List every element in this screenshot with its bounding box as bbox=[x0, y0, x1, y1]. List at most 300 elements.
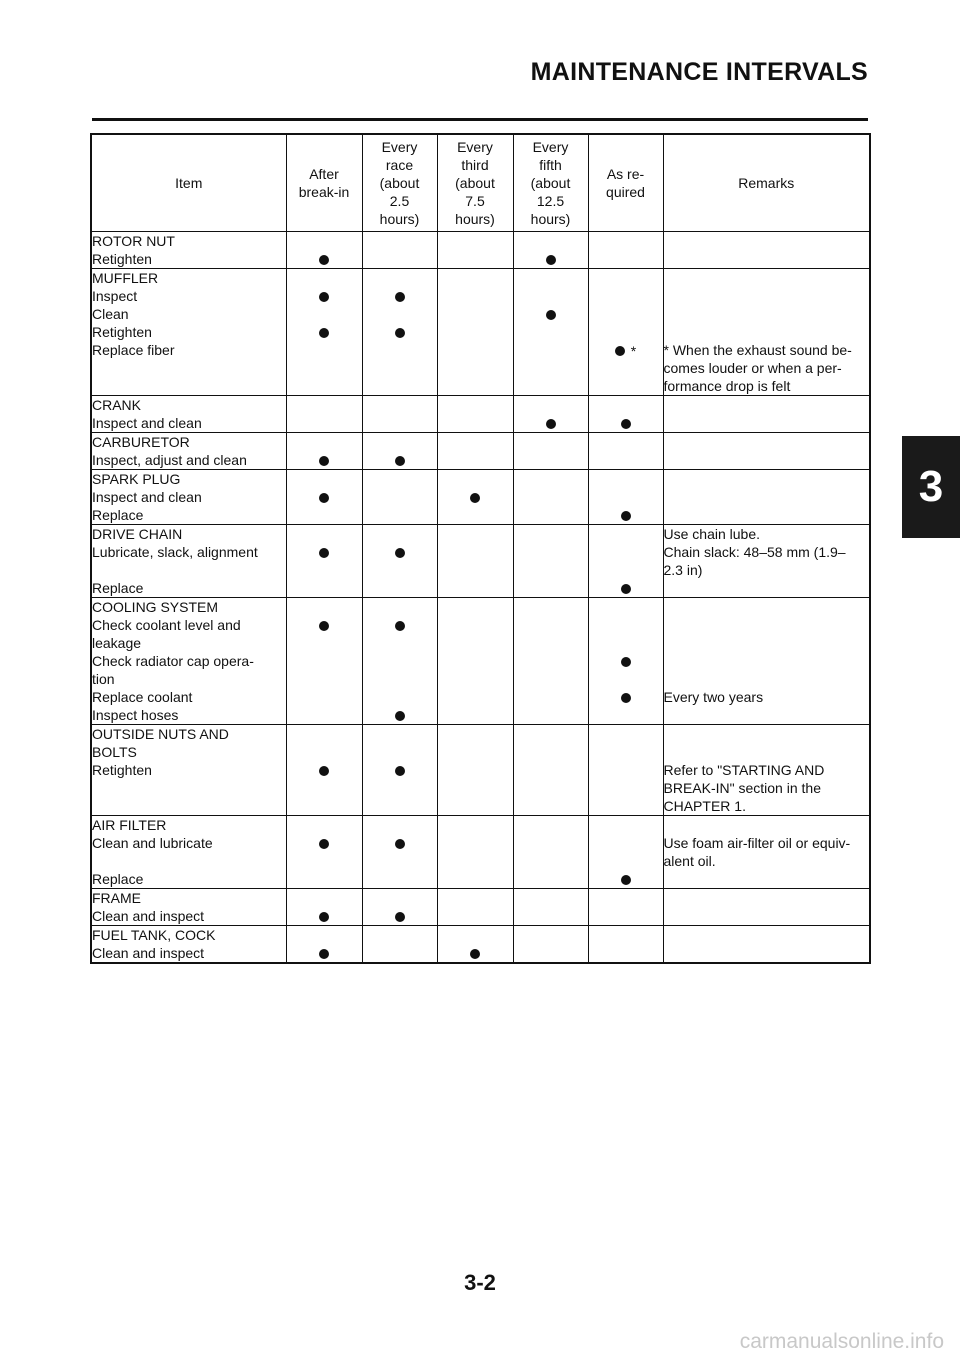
group-heading-row bbox=[91, 470, 870, 489]
group-remark bbox=[663, 470, 870, 489]
group-heading-row bbox=[91, 525, 870, 544]
group-heading-row bbox=[91, 816, 870, 835]
empty-cell bbox=[437, 926, 513, 945]
table-group bbox=[91, 725, 870, 816]
group-name: MUFFLER bbox=[91, 269, 286, 288]
empty-cell bbox=[588, 889, 663, 908]
interval-mark-icon bbox=[621, 511, 631, 521]
item-label: Replace bbox=[91, 506, 286, 525]
interval-cell-as-required bbox=[588, 414, 663, 433]
group-remark bbox=[663, 926, 870, 945]
interval-cell-every-fifth bbox=[513, 506, 588, 525]
interval-cell-every-third bbox=[437, 834, 513, 870]
empty-cell bbox=[437, 598, 513, 617]
interval-mark-icon bbox=[395, 839, 405, 849]
group-remark bbox=[663, 433, 870, 452]
item-remark bbox=[663, 506, 870, 525]
header-every-third: Every third (about 7.5 hours) bbox=[437, 134, 513, 232]
interval-cell-every-third bbox=[437, 451, 513, 470]
interval-cell-every-fifth bbox=[513, 341, 588, 396]
group-remark bbox=[663, 889, 870, 908]
empty-cell bbox=[362, 470, 437, 489]
group-remark: Use chain lube. bbox=[663, 525, 870, 544]
interval-cell-as-required bbox=[588, 652, 663, 688]
table-row bbox=[91, 834, 870, 870]
item-remark: Refer to "STARTING AND BREAK-IN" section in the CHAPTER 1. bbox=[663, 761, 870, 816]
interval-cell-every-third bbox=[437, 944, 513, 963]
empty-cell bbox=[513, 598, 588, 617]
interval-mark-icon bbox=[319, 328, 329, 338]
item-label: Clean and lubricate bbox=[91, 834, 286, 870]
empty-cell bbox=[437, 433, 513, 452]
interval-cell-as-required bbox=[588, 250, 663, 269]
table-row bbox=[91, 761, 870, 816]
interval-cell-after-break-in bbox=[286, 305, 362, 323]
group-name: SPARK PLUG bbox=[91, 470, 286, 489]
interval-cell-every-fifth bbox=[513, 907, 588, 926]
group-name: CRANK bbox=[91, 396, 286, 415]
empty-cell bbox=[362, 433, 437, 452]
group-heading-row bbox=[91, 725, 870, 762]
interval-cell-every-third bbox=[437, 250, 513, 269]
interval-cell-every-third bbox=[437, 706, 513, 725]
empty-cell bbox=[362, 232, 437, 251]
group-remark bbox=[663, 725, 870, 762]
item-label: Replace coolant bbox=[91, 688, 286, 706]
table-row bbox=[91, 706, 870, 725]
empty-cell bbox=[437, 889, 513, 908]
interval-mark-icon bbox=[621, 584, 631, 594]
item-remark bbox=[663, 652, 870, 688]
interval-mark-icon bbox=[546, 310, 556, 320]
interval-mark-icon bbox=[319, 456, 329, 466]
interval-mark-icon bbox=[319, 292, 329, 302]
item-label: Clean bbox=[91, 305, 286, 323]
empty-cell bbox=[513, 725, 588, 762]
empty-cell bbox=[286, 725, 362, 762]
interval-mark-icon bbox=[621, 693, 631, 703]
interval-cell-every-fifth bbox=[513, 414, 588, 433]
interval-cell-every-race bbox=[362, 323, 437, 341]
interval-cell-as-required bbox=[588, 543, 663, 579]
table-group bbox=[91, 889, 870, 926]
interval-cell-every-race bbox=[362, 488, 437, 506]
group-heading-row bbox=[91, 889, 870, 908]
empty-cell bbox=[362, 889, 437, 908]
interval-cell-every-fifth bbox=[513, 616, 588, 652]
table-row bbox=[91, 305, 870, 323]
interval-mark-icon bbox=[470, 949, 480, 959]
interval-cell-every-third bbox=[437, 616, 513, 652]
interval-mark-icon bbox=[319, 493, 329, 503]
interval-cell-as-required bbox=[588, 944, 663, 963]
interval-mark-icon bbox=[621, 657, 631, 667]
interval-cell-every-third bbox=[437, 579, 513, 598]
interval-cell-every-fifth bbox=[513, 761, 588, 816]
group-heading-row bbox=[91, 926, 870, 945]
table-row bbox=[91, 341, 870, 396]
interval-cell-every-third bbox=[437, 488, 513, 506]
empty-cell bbox=[286, 269, 362, 288]
empty-cell bbox=[588, 470, 663, 489]
interval-cell-every-third bbox=[437, 688, 513, 706]
empty-cell bbox=[286, 525, 362, 544]
empty-cell bbox=[437, 816, 513, 835]
empty-cell bbox=[588, 816, 663, 835]
item-label: Inspect bbox=[91, 287, 286, 305]
empty-cell bbox=[286, 396, 362, 415]
interval-cell-as-required bbox=[588, 287, 663, 305]
interval-cell-every-race bbox=[362, 761, 437, 816]
interval-cell-after-break-in bbox=[286, 543, 362, 579]
page-number: 3-2 bbox=[464, 1270, 496, 1295]
item-label: Replace bbox=[91, 870, 286, 889]
interval-cell-every-race bbox=[362, 907, 437, 926]
item-remark bbox=[663, 907, 870, 926]
interval-cell-after-break-in bbox=[286, 652, 362, 688]
group-remark bbox=[663, 396, 870, 415]
group-remark bbox=[663, 598, 870, 617]
chapter-tab: 3 bbox=[902, 436, 960, 538]
empty-cell bbox=[513, 816, 588, 835]
table-row bbox=[91, 323, 870, 341]
group-name: COOLING SYSTEM bbox=[91, 598, 286, 617]
interval-mark-icon bbox=[395, 548, 405, 558]
item-label: Check radiator cap opera- tion bbox=[91, 652, 286, 688]
interval-cell-after-break-in bbox=[286, 761, 362, 816]
interval-cell-every-fifth bbox=[513, 652, 588, 688]
table-row bbox=[91, 506, 870, 525]
item-label: Retighten bbox=[91, 250, 286, 269]
item-remark bbox=[663, 488, 870, 506]
interval-cell-as-required bbox=[588, 706, 663, 725]
interval-cell-every-race bbox=[362, 305, 437, 323]
item-remark bbox=[663, 706, 870, 725]
interval-cell-after-break-in bbox=[286, 341, 362, 396]
interval-cell-every-race bbox=[362, 287, 437, 305]
interval-cell-every-fifth bbox=[513, 287, 588, 305]
interval-cell-every-fifth bbox=[513, 305, 588, 323]
empty-cell bbox=[286, 889, 362, 908]
interval-cell-every-fifth bbox=[513, 688, 588, 706]
interval-cell-as-required bbox=[588, 870, 663, 889]
interval-cell-every-race bbox=[362, 834, 437, 870]
table-row bbox=[91, 907, 870, 926]
interval-cell-every-fifth bbox=[513, 706, 588, 725]
interval-cell-as-required bbox=[588, 341, 663, 396]
empty-cell bbox=[286, 926, 362, 945]
interval-cell-after-break-in bbox=[286, 834, 362, 870]
empty-cell bbox=[513, 433, 588, 452]
interval-cell-after-break-in bbox=[286, 287, 362, 305]
empty-cell bbox=[362, 396, 437, 415]
empty-cell bbox=[588, 433, 663, 452]
header-remarks: Remarks bbox=[663, 134, 870, 232]
interval-cell-after-break-in bbox=[286, 250, 362, 269]
interval-cell-as-required bbox=[588, 761, 663, 816]
item-label: Inspect and clean bbox=[91, 414, 286, 433]
group-name: OUTSIDE NUTS AND BOLTS bbox=[91, 725, 286, 762]
table-group bbox=[91, 525, 870, 598]
table-row bbox=[91, 579, 870, 598]
empty-cell bbox=[362, 525, 437, 544]
interval-cell-every-third bbox=[437, 652, 513, 688]
interval-cell-as-required bbox=[588, 488, 663, 506]
interval-mark-icon bbox=[319, 548, 329, 558]
interval-cell-every-fifth bbox=[513, 870, 588, 889]
interval-cell-every-fifth bbox=[513, 250, 588, 269]
header-as-required: As re- quired bbox=[588, 134, 663, 232]
interval-cell-every-third bbox=[437, 323, 513, 341]
table-row bbox=[91, 543, 870, 579]
interval-cell-as-required bbox=[588, 688, 663, 706]
header-every-race: Every race (about 2.5 hours) bbox=[362, 134, 437, 232]
item-label: Inspect hoses bbox=[91, 706, 286, 725]
header-item: Item bbox=[91, 134, 286, 232]
empty-cell bbox=[437, 269, 513, 288]
empty-cell bbox=[362, 816, 437, 835]
interval-cell-after-break-in bbox=[286, 488, 362, 506]
empty-cell bbox=[286, 232, 362, 251]
item-remark bbox=[663, 616, 870, 652]
interval-mark-icon bbox=[395, 766, 405, 776]
interval-mark-icon bbox=[319, 621, 329, 631]
interval-cell-every-race bbox=[362, 451, 437, 470]
interval-cell-every-race bbox=[362, 870, 437, 889]
item-remark bbox=[663, 250, 870, 269]
empty-cell bbox=[588, 232, 663, 251]
empty-cell bbox=[362, 598, 437, 617]
interval-mark-icon bbox=[470, 493, 480, 503]
group-remark bbox=[663, 232, 870, 251]
empty-cell bbox=[588, 598, 663, 617]
empty-cell bbox=[588, 926, 663, 945]
interval-cell-every-third bbox=[437, 543, 513, 579]
interval-cell-every-race bbox=[362, 652, 437, 688]
interval-cell-after-break-in bbox=[286, 323, 362, 341]
empty-cell bbox=[286, 433, 362, 452]
table-row bbox=[91, 944, 870, 963]
empty-cell bbox=[513, 269, 588, 288]
interval-cell-every-race bbox=[362, 414, 437, 433]
table-row bbox=[91, 250, 870, 269]
item-remark bbox=[663, 323, 870, 341]
interval-mark-icon bbox=[395, 621, 405, 631]
interval-cell-every-third bbox=[437, 414, 513, 433]
interval-cell-as-required bbox=[588, 451, 663, 470]
group-name: AIR FILTER bbox=[91, 816, 286, 835]
empty-cell bbox=[588, 396, 663, 415]
table-group bbox=[91, 232, 870, 269]
empty-cell bbox=[437, 470, 513, 489]
interval-cell-as-required bbox=[588, 323, 663, 341]
empty-cell bbox=[513, 889, 588, 908]
item-remark bbox=[663, 944, 870, 963]
interval-mark-icon bbox=[395, 912, 405, 922]
group-name: CARBURETOR bbox=[91, 433, 286, 452]
interval-mark-icon bbox=[621, 875, 631, 885]
item-remark bbox=[663, 305, 870, 323]
interval-cell-every-fifth bbox=[513, 579, 588, 598]
table-group bbox=[91, 470, 870, 525]
table-header-row bbox=[91, 134, 870, 232]
interval-cell-every-race bbox=[362, 341, 437, 396]
group-remark bbox=[663, 816, 870, 835]
interval-cell-every-fifth bbox=[513, 451, 588, 470]
empty-cell bbox=[286, 816, 362, 835]
interval-mark-icon bbox=[395, 456, 405, 466]
group-heading-row bbox=[91, 396, 870, 415]
group-name: DRIVE CHAIN bbox=[91, 525, 286, 544]
group-heading-row bbox=[91, 269, 870, 288]
interval-cell-every-race bbox=[362, 688, 437, 706]
interval-cell-after-break-in bbox=[286, 706, 362, 725]
empty-cell bbox=[513, 926, 588, 945]
watermark: carmanualsonline.info bbox=[739, 1330, 944, 1353]
table-row bbox=[91, 451, 870, 470]
empty-cell bbox=[362, 269, 437, 288]
item-remark: Use foam air-filter oil or equiv- alent oil. bbox=[663, 834, 870, 870]
header-every-fifth: Every fifth (about 12.5 hours) bbox=[513, 134, 588, 232]
empty-cell bbox=[437, 232, 513, 251]
interval-cell-as-required bbox=[588, 579, 663, 598]
interval-mark-icon bbox=[395, 328, 405, 338]
interval-mark-icon bbox=[319, 949, 329, 959]
interval-cell-every-race bbox=[362, 506, 437, 525]
interval-cell-every-fifth bbox=[513, 323, 588, 341]
interval-cell-after-break-in bbox=[286, 907, 362, 926]
table-row bbox=[91, 652, 870, 688]
empty-cell bbox=[513, 396, 588, 415]
table-row bbox=[91, 870, 870, 889]
interval-cell-every-third bbox=[437, 870, 513, 889]
asterisk-note: * bbox=[630, 343, 637, 360]
interval-mark-icon bbox=[546, 419, 556, 429]
item-label: Inspect, adjust and clean bbox=[91, 451, 286, 470]
interval-cell-every-fifth bbox=[513, 834, 588, 870]
item-label: Retighten bbox=[91, 323, 286, 341]
interval-cell-as-required bbox=[588, 616, 663, 652]
table-group bbox=[91, 396, 870, 433]
interval-cell-every-third bbox=[437, 907, 513, 926]
interval-cell-after-break-in bbox=[286, 579, 362, 598]
table-row bbox=[91, 616, 870, 652]
empty-cell bbox=[588, 525, 663, 544]
table-group bbox=[91, 598, 870, 725]
item-remark bbox=[663, 414, 870, 433]
empty-cell bbox=[286, 470, 362, 489]
item-label: Replace fiber bbox=[91, 341, 286, 396]
interval-cell-after-break-in bbox=[286, 944, 362, 963]
page-title: MAINTENANCE INTERVALS bbox=[530, 58, 868, 86]
empty-cell bbox=[588, 269, 663, 288]
group-name: ROTOR NUT bbox=[91, 232, 286, 251]
interval-cell-every-fifth bbox=[513, 944, 588, 963]
interval-mark-icon bbox=[395, 292, 405, 302]
interval-mark-icon bbox=[319, 255, 329, 265]
title-divider bbox=[92, 118, 868, 121]
item-remark bbox=[663, 287, 870, 305]
empty-cell bbox=[588, 725, 663, 762]
interval-cell-after-break-in bbox=[286, 616, 362, 652]
interval-cell-as-required bbox=[588, 305, 663, 323]
item-remark: Every two years bbox=[663, 688, 870, 706]
interval-cell-every-fifth bbox=[513, 488, 588, 506]
table-group bbox=[91, 816, 870, 889]
empty-cell bbox=[286, 598, 362, 617]
group-heading-row bbox=[91, 232, 870, 251]
item-label: Retighten bbox=[91, 761, 286, 816]
empty-cell bbox=[513, 470, 588, 489]
table-row bbox=[91, 414, 870, 433]
interval-cell-as-required bbox=[588, 506, 663, 525]
interval-mark-icon bbox=[615, 346, 625, 356]
item-remark: Chain slack: 48–58 mm (1.9– 2.3 in) bbox=[663, 543, 870, 579]
group-name: FUEL TANK, COCK bbox=[91, 926, 286, 945]
interval-cell-every-race bbox=[362, 616, 437, 652]
empty-cell bbox=[437, 725, 513, 762]
item-label: Clean and inspect bbox=[91, 907, 286, 926]
item-label: Check coolant level and leakage bbox=[91, 616, 286, 652]
table-group bbox=[91, 926, 870, 964]
interval-cell-every-race bbox=[362, 579, 437, 598]
interval-cell-every-third bbox=[437, 287, 513, 305]
interval-cell-after-break-in bbox=[286, 414, 362, 433]
item-remark bbox=[663, 579, 870, 598]
maintenance-intervals-table bbox=[90, 133, 871, 964]
empty-cell bbox=[437, 396, 513, 415]
item-label: Replace bbox=[91, 579, 286, 598]
group-remark bbox=[663, 269, 870, 288]
interval-cell-every-third bbox=[437, 761, 513, 816]
interval-mark-icon bbox=[319, 912, 329, 922]
table-group bbox=[91, 269, 870, 396]
empty-cell bbox=[513, 232, 588, 251]
interval-mark-icon bbox=[319, 839, 329, 849]
interval-mark-icon bbox=[621, 419, 631, 429]
interval-cell-every-race bbox=[362, 250, 437, 269]
item-label: Lubricate, slack, alignment bbox=[91, 543, 286, 579]
item-label: Clean and inspect bbox=[91, 944, 286, 963]
interval-cell-as-required bbox=[588, 907, 663, 926]
interval-mark-icon bbox=[395, 711, 405, 721]
interval-mark-icon bbox=[319, 766, 329, 776]
item-remark: * When the exhaust sound be- comes louder or when a per- formance drop is felt bbox=[663, 341, 870, 396]
interval-cell-every-race bbox=[362, 706, 437, 725]
empty-cell bbox=[362, 926, 437, 945]
item-remark bbox=[663, 451, 870, 470]
table-row bbox=[91, 287, 870, 305]
group-heading-row bbox=[91, 433, 870, 452]
empty-cell bbox=[513, 525, 588, 544]
group-name: FRAME bbox=[91, 889, 286, 908]
interval-cell-after-break-in bbox=[286, 688, 362, 706]
interval-cell-every-race bbox=[362, 944, 437, 963]
item-label: Inspect and clean bbox=[91, 488, 286, 506]
table-group bbox=[91, 433, 870, 470]
interval-cell-every-race bbox=[362, 543, 437, 579]
interval-cell-after-break-in bbox=[286, 506, 362, 525]
interval-cell-after-break-in bbox=[286, 870, 362, 889]
interval-cell-after-break-in bbox=[286, 451, 362, 470]
interval-cell-as-required bbox=[588, 834, 663, 870]
empty-cell bbox=[362, 725, 437, 762]
interval-cell-every-third bbox=[437, 305, 513, 323]
group-heading-row bbox=[91, 598, 870, 617]
table-row bbox=[91, 688, 870, 706]
interval-cell-every-fifth bbox=[513, 543, 588, 579]
interval-cell-every-third bbox=[437, 341, 513, 396]
